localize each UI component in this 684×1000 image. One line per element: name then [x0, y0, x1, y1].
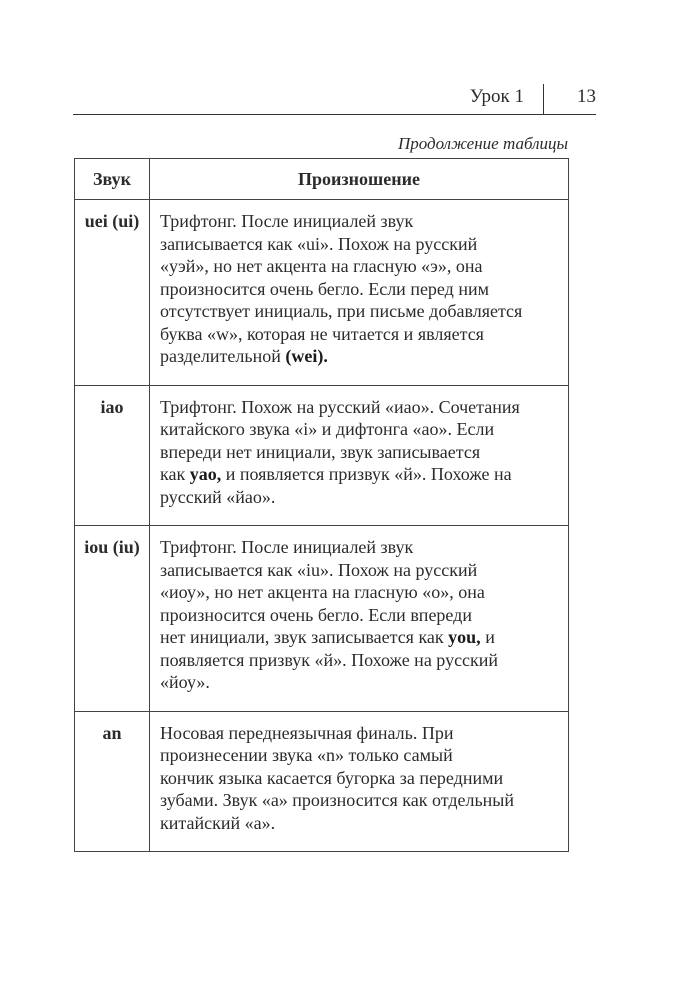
text-line	[160, 396, 560, 419]
page-number: 13	[577, 86, 596, 107]
text-line	[160, 300, 560, 323]
table-row	[75, 385, 569, 526]
pronunciation-cell	[150, 385, 569, 526]
text-line	[160, 536, 560, 559]
text-line	[160, 744, 560, 767]
text-segment: записывается как «ui». Похож на русский	[160, 233, 478, 254]
text-segment: китайский «а».	[160, 812, 276, 833]
text-segment: буква «w», которая не читается и является	[160, 323, 484, 344]
text-segment: русский «йао».	[160, 486, 276, 507]
column-header-sound: Звук	[75, 159, 150, 200]
text-line	[160, 233, 560, 256]
table-header-row	[75, 159, 569, 200]
text-line	[160, 486, 560, 509]
text-line	[160, 604, 560, 627]
text-line	[160, 722, 560, 745]
table-continuation-caption: Продолжение таблицы	[397, 134, 568, 153]
sound-cell: iou (iu)	[75, 526, 150, 712]
table-row	[75, 200, 569, 386]
text-segment: «уэй», но нет акцента на гласную «э», она	[160, 256, 483, 276]
text-line	[160, 767, 560, 790]
text-segment: Трифтонг. После инициалей звук	[160, 211, 414, 231]
text-segment: «йоу».	[160, 672, 210, 692]
text-segment: Трифтонг. После инициалей звук	[160, 537, 414, 557]
pronunciation-table	[74, 158, 569, 852]
pronunciation-cell	[150, 711, 569, 852]
text-segment: отсутствует инициаль, при письме добавляется	[160, 301, 523, 321]
text-line	[160, 441, 560, 464]
text-line	[160, 671, 560, 694]
text-segment: появляется призвук «й». Похоже на русский	[160, 649, 499, 670]
text-line	[160, 581, 560, 604]
running-head-lesson: Урок 1	[469, 86, 524, 107]
text-segment: впереди нет инициали, звук записывается	[160, 441, 481, 462]
text-segment: Трифтонг. Похож на русский «иао». Сочетания	[160, 396, 520, 417]
text-line	[160, 255, 560, 278]
text-segment: Носовая переднеязычная финаль. При	[160, 722, 454, 743]
table-row	[75, 526, 569, 712]
text-segment: произносится очень бегло. Если впереди	[160, 604, 472, 625]
text-line	[160, 418, 560, 441]
text-segment: произносится очень бегло. Если перед ним	[160, 278, 490, 299]
text-line	[160, 323, 560, 346]
text-segment: кончик языка касается бугорка за передними	[160, 767, 504, 788]
text-line	[160, 649, 560, 672]
text-segment: и	[480, 627, 495, 647]
text-segment: зубами. Звук «а» произносится как отдельный	[160, 790, 515, 810]
header-rule	[73, 114, 596, 115]
pronunciation-cell	[150, 526, 569, 712]
pronunciation-cell	[150, 200, 569, 386]
text-line	[160, 345, 560, 368]
text-segment: и появляется призвук «й». Похоже на	[221, 464, 512, 484]
text-segment: записывается как «iu». Похож на русский	[160, 559, 478, 580]
text-line	[160, 626, 560, 649]
text-line	[160, 463, 560, 486]
text-segment: как	[160, 464, 190, 484]
column-header-pronunciation: Произношение	[150, 159, 569, 200]
text-line	[160, 210, 560, 233]
bold-pinyin: you,	[448, 627, 481, 647]
text-line	[160, 812, 560, 835]
text-line	[160, 789, 560, 812]
table-row	[75, 711, 569, 852]
text-line	[160, 559, 560, 582]
bold-pinyin: yao,	[189, 464, 222, 484]
text-segment: разделительной	[160, 346, 286, 366]
sound-cell: uei (ui)	[75, 200, 150, 386]
text-segment: китайского звука «i» и дифтонга «ао». Если	[160, 419, 495, 439]
bold-pinyin: (wei).	[285, 346, 328, 366]
sound-cell: an	[75, 711, 150, 852]
sound-cell: iao	[75, 385, 150, 526]
text-line	[160, 278, 560, 301]
header-divider	[543, 84, 544, 114]
text-segment: «иоу», но нет акцента на гласную «о», она	[160, 582, 485, 602]
text-segment: нет инициали, звук записывается как	[160, 627, 449, 647]
text-segment: произнесении звука «n» только самый	[160, 745, 453, 765]
